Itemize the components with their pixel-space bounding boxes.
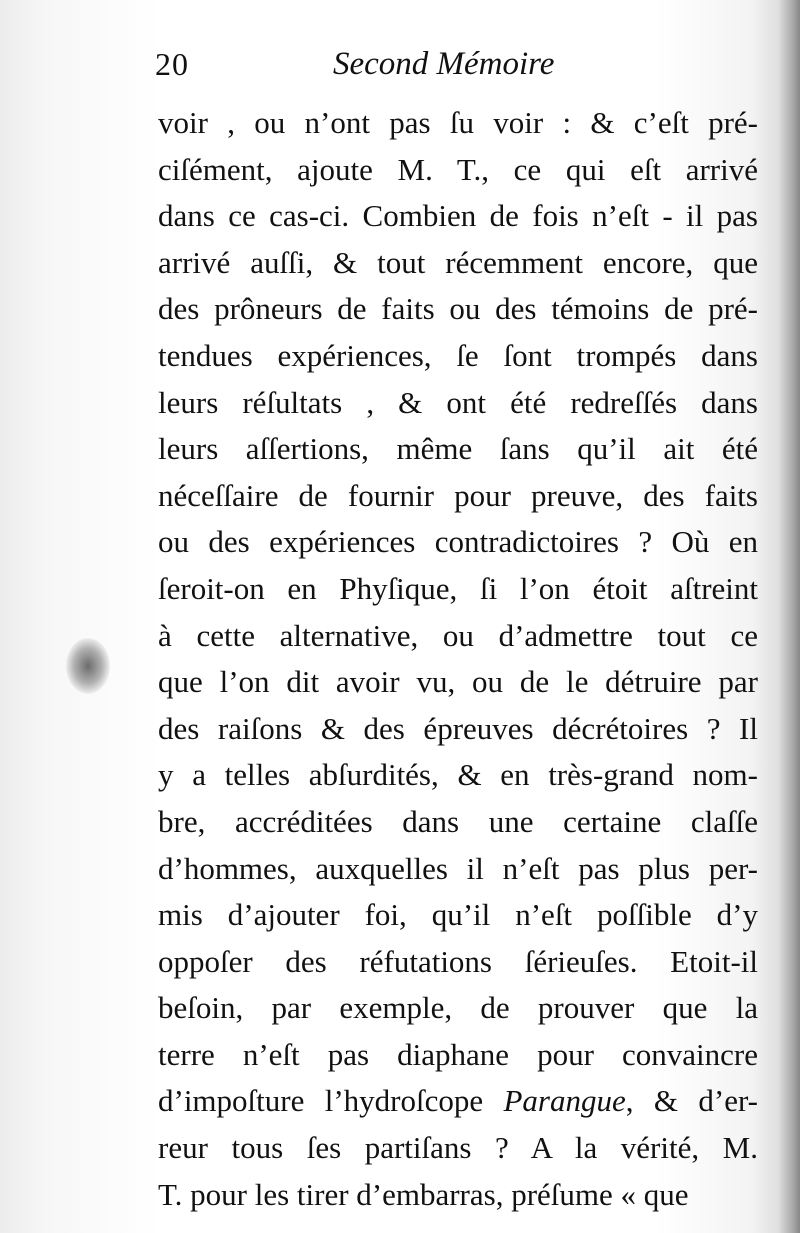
text-line: d’hommes, auxquelles il n’eſt pas plus per- bbox=[158, 850, 758, 886]
text-line: à cette alternative, ou d’admettre tout ce bbox=[158, 617, 758, 653]
body-text bbox=[158, 100, 758, 1218]
text-line: néceſſaire de fournir pour preuve, des faits bbox=[158, 477, 758, 513]
text-line bbox=[158, 1078, 758, 1125]
text-line: oppoſer des réfutations ſérieuſes. Etoit-il bbox=[158, 943, 758, 979]
text-line: des raiſons & des épreuves décrétoires ? Il bbox=[158, 710, 758, 746]
page-header bbox=[155, 46, 755, 94]
text-line: que l’on dit avoir vu, ou de le détruire par bbox=[158, 664, 758, 700]
text-line: ou des expériences contradictoires ? Où en bbox=[158, 524, 758, 560]
text-line: ſeroit-on en Phyſique, ſi l’on étoit aſtreint bbox=[158, 570, 758, 606]
text-line: leurs réſultats , & ont été redreſſés dans bbox=[158, 384, 758, 420]
text-segment: , & d’er- bbox=[625, 1083, 758, 1119]
running-title: Second Mémoire bbox=[333, 46, 555, 82]
text-line: arrivé auſſi, & tout récemment encore, que bbox=[158, 244, 758, 280]
text-line: des prôneurs de faits ou des témoins de pré- bbox=[158, 291, 758, 327]
text-line: beſoin, par exemple, de prouver que la bbox=[158, 990, 758, 1026]
ink-smudge bbox=[66, 638, 110, 694]
text-line: T. pour les tirer d’embarras, préſume « que bbox=[158, 1176, 689, 1212]
text-line: reur tous ſes partiſans ? A la vérité, M. bbox=[158, 1130, 758, 1166]
text-line: ciſément, ajoute M. T., ce qui eſt arrivé bbox=[158, 151, 758, 187]
text-line: dans ce cas-ci. Combien de fois n’eſt - il pas bbox=[158, 198, 758, 234]
page-number: 20 bbox=[155, 46, 189, 82]
text-line: bre, accréditées dans une certaine claſſe bbox=[158, 803, 758, 839]
page-gutter-shadow bbox=[778, 0, 800, 1233]
text-line: tendues expériences, ſe ſont trompés dans bbox=[158, 337, 758, 373]
text-line: leurs aſſertions, même ſans qu’il ait été bbox=[158, 431, 758, 467]
text-line: y a telles abſurdités, & en très-grand nom- bbox=[158, 757, 758, 793]
text-line: terre n’eſt pas diaphane pour convaincre bbox=[158, 1036, 758, 1072]
text-line: voir , ou n’ont pas ſu voir : & c’eſt pré- bbox=[158, 105, 758, 140]
italic-term: Parangue bbox=[503, 1083, 626, 1119]
text-line: mis d’ajouter foi, qu’il n’eſt poſſible d’y bbox=[158, 897, 758, 933]
text-segment: d’impoſture l’hydroſcope bbox=[158, 1083, 504, 1119]
